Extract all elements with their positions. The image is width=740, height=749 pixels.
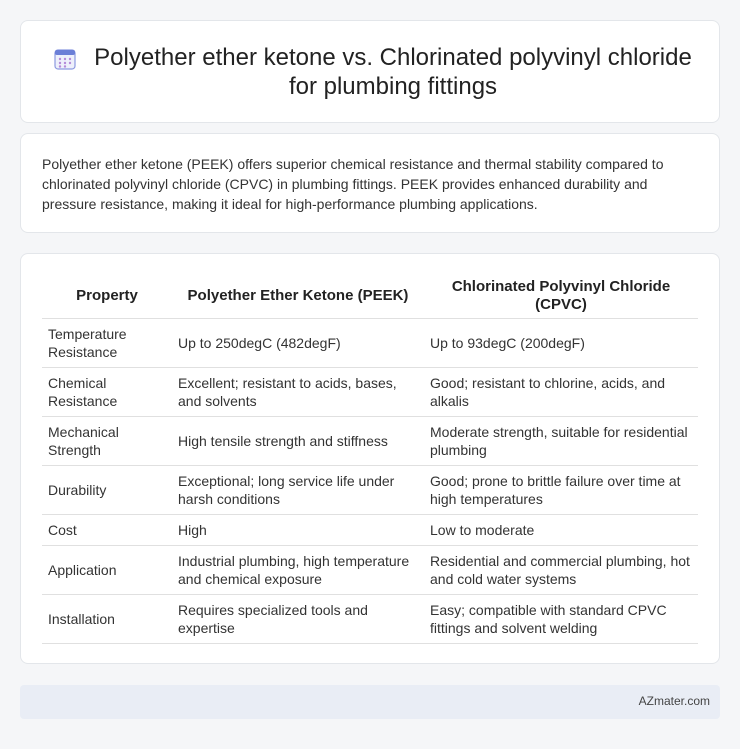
cell-cpvc: Moderate strength, suitable for residential plumbing — [424, 416, 698, 465]
cell-cpvc: Residential and commercial plumbing, hot and cold water systems — [424, 545, 698, 594]
cell-property: Temperature Resistance — [42, 318, 172, 367]
cell-peek: Exceptional; long service life under harsh conditions — [172, 465, 424, 514]
cell-property: Chemical Resistance — [42, 367, 172, 416]
cell-cpvc: Good; prone to brittle failure over time at high temperatures — [424, 465, 698, 514]
comparison-table — [42, 274, 698, 644]
table-row — [42, 514, 698, 545]
cell-property: Installation — [42, 594, 172, 643]
cell-cpvc: Low to moderate — [424, 514, 698, 545]
table-row — [42, 465, 698, 514]
cell-cpvc: Easy; compatible with standard CPVC fittings and solvent welding — [424, 594, 698, 643]
page-title-line2: for plumbing fittings — [288, 73, 498, 100]
cell-peek: Up to 250degC (482degF) — [172, 318, 424, 367]
cell-peek: High — [172, 514, 424, 545]
cell-peek: Requires specialized tools and expertise — [172, 594, 424, 643]
cell-peek: High tensile strength and stiffness — [172, 416, 424, 465]
footer-bar — [20, 685, 720, 719]
cell-property: Mechanical Strength — [42, 416, 172, 465]
table-row — [42, 594, 698, 643]
table-row — [42, 318, 698, 367]
cell-property: Cost — [42, 514, 172, 545]
header-cpvc: Chlorinated Polyvinyl Chloride (CPVC) — [424, 274, 698, 318]
cell-property: Application — [42, 545, 172, 594]
footer-brand[interactable]: AZmater.com — [638, 694, 710, 708]
page-title — [48, 43, 692, 101]
table-row — [42, 545, 698, 594]
summary-text: Polyether ether ketone (PEEK) offers superior chemical resistance and thermal stability compared to chlorinated polyvinyl chloride (CPVC) in plumbing fittings. PEEK provides enhanced durability and pressure resistance, making it ideal for high-performance plumbing applications. — [42, 156, 664, 212]
header-property: Property — [42, 274, 172, 318]
comparison-card — [20, 253, 720, 664]
cell-peek: Industrial plumbing, high temperature and chemical exposure — [172, 545, 424, 594]
cell-property: Durability — [42, 465, 172, 514]
cell-cpvc: Good; resistant to chlorine, acids, and alkalis — [424, 367, 698, 416]
table-row — [42, 416, 698, 465]
cell-cpvc: Up to 93degC (200degF) — [424, 318, 698, 367]
table-row — [42, 367, 698, 416]
cell-peek: Excellent; resistant to acids, bases, and solvents — [172, 367, 424, 416]
table-header-row — [42, 274, 698, 318]
summary-card — [20, 133, 720, 233]
header-peek: Polyether Ether Ketone (PEEK) — [172, 274, 424, 318]
title-card — [20, 20, 720, 123]
page-title-line1: Polyether ether ketone vs. Chlorinated polyvinyl chloride — [94, 44, 692, 71]
